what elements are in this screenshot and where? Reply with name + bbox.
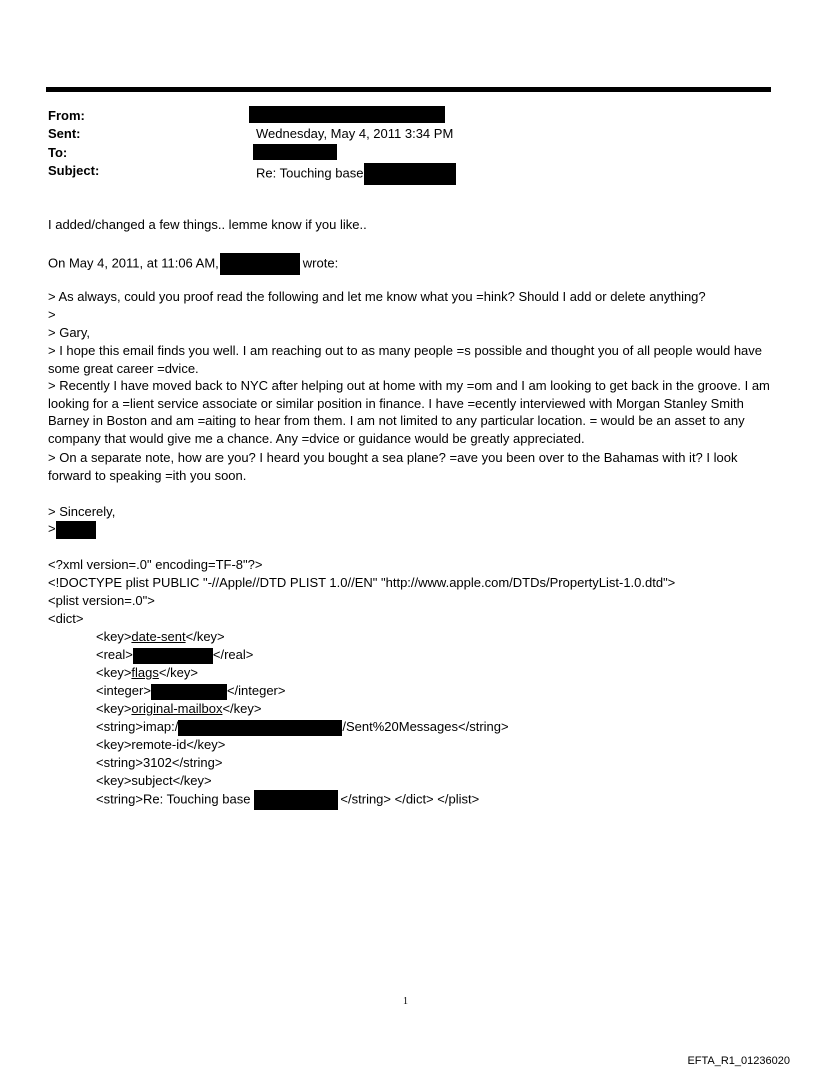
signature-redaction (56, 521, 96, 539)
attribution-suffix: wrote: (302, 255, 339, 271)
page-number: 1 (403, 996, 408, 1007)
xml-string-remote-id: <string>3102</string> (96, 755, 223, 770)
sent-value: Wednesday, May 4, 2011 3:34 PM (256, 126, 454, 141)
subject-text: Re: Touching base (256, 165, 364, 181)
xml-tag: </integer> (226, 683, 286, 698)
xml-tag: <key> (96, 665, 132, 680)
quote-line-2: > (48, 307, 56, 322)
reply-line: I added/changed a few things.. lemme know if you like.. (48, 217, 367, 232)
xml-key-flags (96, 664, 198, 682)
subject-xml-redaction (254, 790, 338, 810)
xml-key-remote-id: <key>remote-id</key> (96, 737, 226, 752)
signature-prefix: > (48, 521, 56, 536)
xml-tag: <string>Re: Touching base (96, 791, 251, 807)
header-rule (46, 87, 771, 92)
xml-key-date-sent (96, 628, 225, 646)
xml-key-text: flags (131, 665, 159, 680)
quote-paragraph-1: > I hope this email finds you well. I am reaching out to as many people =s possible and thought you of all people would have some great career =dvice. (48, 343, 763, 376)
from-redaction (249, 106, 445, 123)
xml-tag: <string>imap:/ (96, 719, 179, 734)
quote-line-1: > As always, could you proof read the following and let me know what you =hink? Should I add or delete anything? (48, 289, 706, 304)
quote-line-3: > Gary, (48, 325, 91, 340)
signature-line (48, 520, 96, 539)
xml-tag: <key> (96, 701, 132, 716)
xml-tag: <key> (96, 629, 132, 644)
attribution-prefix: On May 4, 2011, at 11:06 AM, (48, 255, 219, 271)
sincerely-line: > Sincerely, (48, 504, 116, 519)
xml-tag: </real> (212, 647, 254, 662)
quote-paragraph-2: > Recently I have moved back to NYC after helping out at home with my =om and I am looking to get back in the groove. I am looking for a =lient service associate or similar position in finance. I have =ecently interviewed with Morgan Stanley Smith Barney in Boston and am =aiting to hear from them. I am not limited to any particular location. = would be an asset to any company that would give me a chance. Any =dvice or guidance would be greatly appreciated. (48, 378, 770, 446)
sent-label: Sent: (48, 126, 81, 141)
xml-string-subject (96, 790, 479, 810)
xml-integer (96, 682, 285, 700)
xml-real (96, 646, 253, 664)
attribution-line (48, 253, 338, 275)
xml-doctype: <!DOCTYPE plist PUBLIC "-//Apple//DTD PLIST 1.0//EN" "http://www.apple.com/DTDs/PropertyList-1.0.dtd"> (48, 575, 676, 590)
xml-declaration: <?xml version=.0" encoding=TF-8"?> (48, 557, 263, 572)
xml-key-original-mailbox (96, 700, 262, 718)
attribution-redaction (220, 253, 300, 275)
subject-value (256, 163, 456, 185)
subject-redaction (364, 163, 456, 185)
xml-tag: </key> (185, 629, 225, 644)
xml-dict-open: <dict> (48, 611, 84, 626)
from-label: From: (48, 108, 85, 123)
xml-tag: </key> (222, 701, 262, 716)
xml-key-text: original-mailbox (131, 701, 223, 716)
xml-tag: </string> </dict> </plist> (340, 791, 480, 807)
quote-paragraph-3: > On a separate note, how are you? I heard you bought a sea plane? =ave you been over to the Bahamas with it? I look forward to speaking =ith you soon. (48, 450, 738, 483)
to-label: To: (48, 145, 68, 160)
xml-plist-open: <plist version=.0"> (48, 593, 155, 608)
xml-key-subject: <key>subject</key> (96, 773, 212, 788)
subject-label: Subject: (48, 163, 100, 178)
xml-tag: <integer> (96, 683, 151, 698)
mailbox-redaction (178, 720, 342, 736)
xml-tag: </key> (158, 665, 198, 680)
xml-string-mailbox (96, 718, 509, 736)
xml-tag: /Sent%20Messages</string> (342, 719, 509, 734)
xml-key-text: date-sent (131, 629, 186, 644)
document-id: EFTA_R1_01236020 (687, 1055, 790, 1067)
integer-redaction (151, 684, 227, 700)
to-redaction (253, 144, 337, 160)
xml-tag: <real> (96, 647, 133, 662)
real-redaction (133, 648, 213, 664)
